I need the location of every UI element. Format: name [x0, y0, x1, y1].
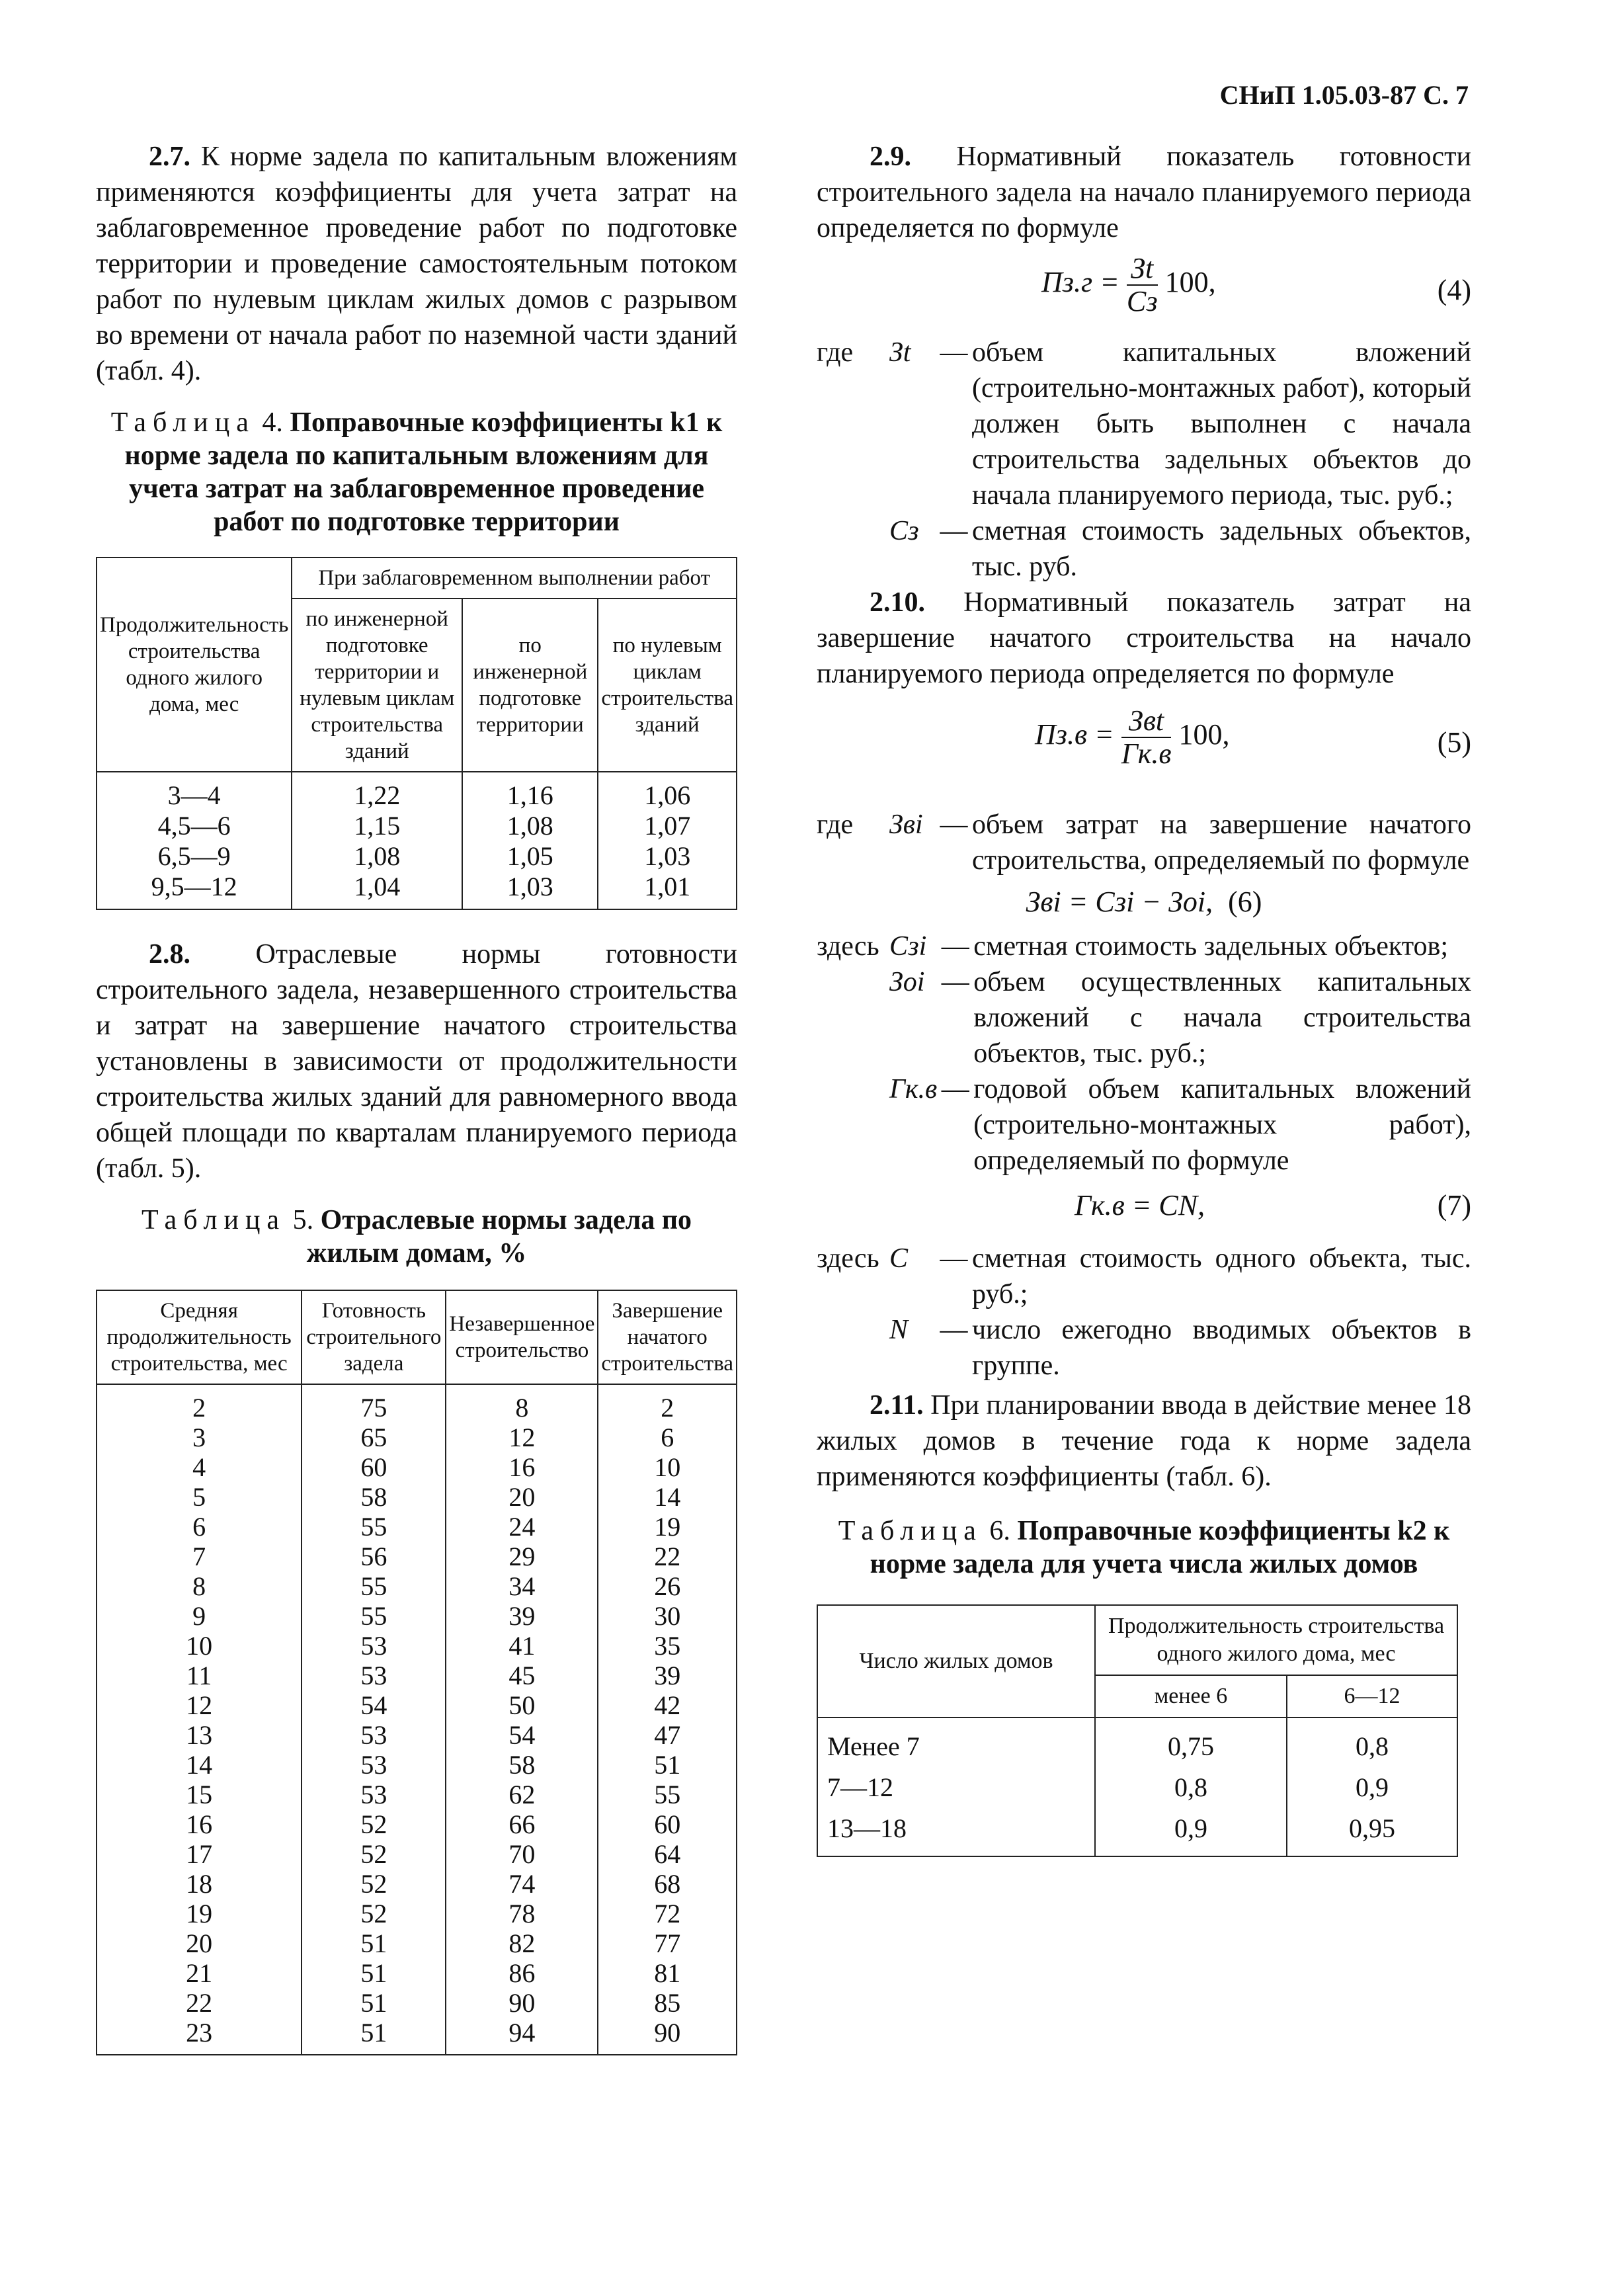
- table-cell: 58: [302, 1482, 446, 1512]
- paragraph-number: 2.10.: [870, 587, 925, 618]
- table-cell: 52: [302, 1809, 446, 1839]
- table-cell: 39: [598, 1661, 737, 1690]
- paragraph-text: Нормативный показатель затрат на завершение начатого строительства на начало планируемого периода определяется по формуле: [817, 587, 1471, 689]
- symbol: Зоi: [889, 967, 925, 997]
- formula-number: (7): [1437, 1189, 1471, 1221]
- column-header: по инженерной подготовке территории и нулевым циклам строительства зданий: [292, 599, 462, 772]
- column-header: Средняя продолжительность строительства, мес: [97, 1290, 302, 1384]
- symbol: Звi: [889, 809, 923, 840]
- numerator: Зt: [1127, 253, 1158, 286]
- table-cell: 20: [446, 1482, 598, 1512]
- table-row: [97, 1571, 737, 1601]
- table-label: Таблица: [141, 1205, 286, 1235]
- dash: —: [940, 809, 968, 840]
- here-label: здесь: [817, 1243, 879, 1274]
- table-cell: 1,05: [462, 841, 598, 872]
- table-cell: 55: [302, 1512, 446, 1542]
- table-cell: 51: [302, 1928, 446, 1958]
- symbol: Сз: [889, 516, 919, 546]
- table-cell: 9,5—12: [97, 872, 292, 909]
- table-cell: 2: [598, 1384, 737, 1423]
- table-cell: 60: [302, 1452, 446, 1482]
- table-cell: 19: [598, 1512, 737, 1542]
- table-row: [97, 1869, 737, 1899]
- table-cell: 9: [97, 1601, 302, 1631]
- table-row: [97, 1899, 737, 1928]
- definition-text: объем затрат на завершение начатого строительства, определяемый по формуле: [972, 809, 1471, 876]
- table-row: [817, 1718, 1457, 1767]
- table-row: [97, 1384, 737, 1423]
- dash: —: [940, 1315, 968, 1345]
- table-cell: 53: [302, 1750, 446, 1780]
- definition-text: число ежегодно вводимых объектов в группе.: [972, 1315, 1471, 1381]
- table-cell: 53: [302, 1720, 446, 1750]
- table-4: [96, 557, 737, 910]
- table-cell: 86: [446, 1958, 598, 1988]
- table-cell: 1,06: [598, 772, 737, 811]
- table-cell: 1,16: [462, 772, 598, 811]
- table-cell: 65: [302, 1423, 446, 1452]
- table-row: [817, 1767, 1457, 1808]
- table-cell: 1,08: [292, 841, 462, 872]
- table-cell: 62: [446, 1780, 598, 1809]
- table-cell: 85: [598, 1988, 737, 2018]
- column-header: по инженерной подготовке территории: [462, 599, 598, 772]
- formula-expression: Гк.в = CN,: [1075, 1189, 1205, 1221]
- formula-number: (5): [1437, 726, 1471, 759]
- table-cell: 34: [446, 1571, 598, 1601]
- definitions-formula-7: [817, 1241, 1471, 1384]
- table-cell: 2: [97, 1384, 302, 1423]
- table-cell: 50: [446, 1690, 598, 1720]
- definition-text: сметная стоимость задельных объектов, тыс. руб.: [972, 516, 1471, 582]
- table-title: Отраслевые нормы задела по жилым домам, %: [306, 1205, 692, 1268]
- symbol: Гк.в: [889, 1074, 938, 1104]
- formula-7: [817, 1181, 1471, 1234]
- table-cell: 1,01: [598, 872, 737, 909]
- table-cell: 4: [97, 1452, 302, 1482]
- symbol: Сзi: [889, 931, 927, 962]
- table-cell: 82: [446, 1928, 598, 1958]
- table-cell: 13—18: [817, 1808, 1095, 1856]
- table-cell: 22: [97, 1988, 302, 2018]
- formula-fraction: [1127, 253, 1158, 317]
- table-row: [97, 872, 737, 909]
- table-cell: 16: [446, 1452, 598, 1482]
- dash: —: [941, 1074, 969, 1104]
- table-row: [97, 1452, 737, 1482]
- table-cell: 53: [302, 1631, 446, 1661]
- table-cell: 5: [97, 1482, 302, 1512]
- formula-4: [817, 253, 1471, 332]
- paragraph-number: 2.11.: [870, 1390, 924, 1421]
- definition-text: объем капитальных вложений (строительно-монтажных работ), который должен быть выполнен с начала строительства задельных объектов до начала планируемого периода, тыс. руб.;: [972, 337, 1471, 511]
- table-cell: 68: [598, 1869, 737, 1899]
- column-header: Завершение начатого строительства: [598, 1290, 737, 1384]
- formula-fraction: [1121, 705, 1172, 770]
- table-cell: 14: [97, 1750, 302, 1780]
- formula-lhs: Пз.в =: [1035, 718, 1114, 751]
- paragraph-number: 2.9.: [870, 142, 911, 172]
- table-cell: Менее 7: [817, 1718, 1095, 1767]
- table-cell: 1,08: [462, 811, 598, 841]
- dash: —: [940, 337, 968, 368]
- table-cell: 11: [97, 1661, 302, 1690]
- table-cell: 29: [446, 1542, 598, 1571]
- table-cell: 4,5—6: [97, 811, 292, 841]
- paragraph-2-9: [817, 139, 1471, 246]
- definitions-formula-5: [817, 807, 1471, 878]
- column-group-header: Продолжительность строительства одного жилого дома, мес: [1095, 1605, 1457, 1675]
- table-cell: 24: [446, 1512, 598, 1542]
- column-header: менее 6: [1095, 1675, 1287, 1718]
- table-cell: 0,9: [1287, 1767, 1457, 1808]
- table-4-caption: [96, 406, 737, 538]
- table-cell: 60: [598, 1809, 737, 1839]
- table-cell: 3—4: [97, 772, 292, 811]
- table-cell: 0,8: [1095, 1767, 1287, 1808]
- table-cell: 39: [446, 1601, 598, 1631]
- table-row: [97, 1780, 737, 1809]
- table-number: 5.: [292, 1205, 314, 1235]
- table-cell: 26: [598, 1571, 737, 1601]
- column-header: Продолжительность строительства одного жилого дома, мес: [97, 558, 292, 772]
- table-cell: 0,95: [1287, 1808, 1457, 1856]
- table-cell: 53: [302, 1661, 446, 1690]
- table-row: [97, 1542, 737, 1571]
- table-cell: 35: [598, 1631, 737, 1661]
- table-row: [97, 1809, 737, 1839]
- table-cell: 20: [97, 1928, 302, 1958]
- table-label: Таблица: [838, 1516, 983, 1546]
- table-5: [96, 1290, 737, 2055]
- definition-text: сметная стоимость одного объекта, тыс. руб.;: [972, 1243, 1471, 1309]
- formula-6: [817, 881, 1471, 923]
- definition-text: объем осуществленных капитальных вложений с начала строительства объектов, тыс. руб.;: [973, 967, 1471, 1069]
- paragraph-text: При планировании ввода в действие менее 18 жилых домов в течение года к норме задела применяются коэффициенты (табл. 6).: [817, 1390, 1471, 1492]
- table-cell: 55: [302, 1601, 446, 1631]
- symbol: С: [889, 1243, 909, 1274]
- table-cell: 45: [446, 1661, 598, 1690]
- symbol: Зt: [889, 337, 911, 368]
- paragraph-2-10: [817, 585, 1471, 692]
- table-cell: 13: [97, 1720, 302, 1750]
- paragraph-2-11: [817, 1387, 1471, 1495]
- table-cell: 17: [97, 1839, 302, 1869]
- table-row: [97, 1661, 737, 1690]
- table-cell: 1,03: [598, 841, 737, 872]
- table-cell: 70: [446, 1839, 598, 1869]
- formula-5: [817, 705, 1471, 798]
- definition-text: годовой объем капитальных вложений (строительно-монтажных работ), определяемый по формуле: [973, 1074, 1471, 1176]
- denominator: Сз: [1126, 285, 1158, 317]
- paragraph-2-8: [96, 936, 737, 1186]
- table-row: [97, 1720, 737, 1750]
- table-row: [97, 1958, 737, 1988]
- column-header: Незавершенное строительство: [446, 1290, 598, 1384]
- formula-number: (4): [1437, 274, 1471, 306]
- table-cell: 6: [97, 1512, 302, 1542]
- table-title: Поправочные коэффициенты k2 к норме задела для учета числа жилых домов: [870, 1516, 1450, 1579]
- table-cell: 94: [446, 2018, 598, 2055]
- numerator: Звt: [1121, 705, 1172, 738]
- table-title: Поправочные коэффициенты k1 к норме задела по капитальным вложениям для учета затрат на заблаговременное проведение работ по подготовке территории: [124, 407, 723, 537]
- table-cell: 14: [598, 1482, 737, 1512]
- table-cell: 52: [302, 1839, 446, 1869]
- table-cell: 52: [302, 1869, 446, 1899]
- denominator: Гк.в: [1121, 737, 1172, 770]
- table-cell: 72: [598, 1899, 737, 1928]
- formula-number: (6): [1228, 886, 1262, 918]
- table-row: [97, 1631, 737, 1661]
- table-cell: 12: [97, 1690, 302, 1720]
- definitions-formula-6: [817, 929, 1471, 1179]
- table-cell: 6: [598, 1423, 737, 1452]
- column-header: по нулевым циклам строительства зданий: [598, 599, 737, 772]
- paragraph-2-7: [96, 139, 737, 389]
- table-cell: 0,9: [1095, 1808, 1287, 1856]
- formula-expression: Звi = Сзi − Зоi,: [1026, 886, 1213, 918]
- table-number: 6.: [989, 1516, 1010, 1546]
- table-cell: 0,75: [1095, 1718, 1287, 1767]
- table-row: [97, 2018, 737, 2055]
- table-cell: 21: [97, 1958, 302, 1988]
- table-cell: 90: [598, 2018, 737, 2055]
- dash: —: [941, 931, 969, 962]
- table-row: [97, 1423, 737, 1452]
- table-cell: 42: [598, 1690, 737, 1720]
- right-column: [817, 139, 1471, 1857]
- table-cell: 54: [446, 1720, 598, 1750]
- table-5-caption: [96, 1204, 737, 1270]
- table-row: [97, 1482, 737, 1512]
- dash: —: [940, 1243, 968, 1274]
- table-cell: 18: [97, 1869, 302, 1899]
- where-label: где: [817, 809, 854, 840]
- table-row: [97, 1928, 737, 1958]
- table-cell: 77: [598, 1928, 737, 1958]
- table-cell: 78: [446, 1899, 598, 1928]
- formula-lhs: Пз.г =: [1041, 266, 1119, 299]
- page-header: СНиП 1.05.03-87 С. 7: [1219, 80, 1469, 110]
- table-cell: 0,8: [1287, 1718, 1457, 1767]
- table-cell: 22: [598, 1542, 737, 1571]
- table-row: [97, 1601, 737, 1631]
- table-cell: 1,03: [462, 872, 598, 909]
- table-cell: 10: [97, 1631, 302, 1661]
- table-cell: 52: [302, 1899, 446, 1928]
- table-cell: 55: [598, 1780, 737, 1809]
- table-cell: 66: [446, 1809, 598, 1839]
- table-cell: 12: [446, 1423, 598, 1452]
- column-group-header: При заблаговременном выполнении работ: [292, 558, 737, 599]
- table-cell: 1,07: [598, 811, 737, 841]
- table-cell: 8: [446, 1384, 598, 1423]
- dash: —: [940, 516, 968, 546]
- table-row: [97, 1690, 737, 1720]
- table-cell: 8: [97, 1571, 302, 1601]
- table-row: [97, 1512, 737, 1542]
- where-label: где: [817, 337, 854, 368]
- table-row: [97, 772, 737, 811]
- table-cell: 3: [97, 1423, 302, 1452]
- formula-multiplier: 100,: [1164, 266, 1216, 299]
- table-cell: 19: [97, 1899, 302, 1928]
- table-cell: 41: [446, 1631, 598, 1661]
- column-header: 6—12: [1287, 1675, 1457, 1718]
- column-header: Число жилых домов: [817, 1605, 1095, 1718]
- table-cell: 30: [598, 1601, 737, 1631]
- definition-text: сметная стоимость задельных объектов;: [973, 931, 1449, 962]
- table-cell: 81: [598, 1958, 737, 1988]
- table-row: [817, 1808, 1457, 1856]
- definitions-formula-4: [817, 335, 1471, 585]
- left-column: [96, 139, 737, 2055]
- table-row: [97, 811, 737, 841]
- table-cell: 55: [302, 1571, 446, 1601]
- table-cell: 51: [302, 1988, 446, 2018]
- paragraph-text: Отраслевые нормы готовности строительного задела, незавершенного строительства и затрат на завершение начатого строительства установлены в зависимости от продолжительности строительства жилых зданий для равномерного ввода общей площади по кварталам планируемого периода (табл. 5).: [96, 939, 738, 1184]
- table-cell: 58: [446, 1750, 598, 1780]
- table-label: Таблица: [110, 407, 255, 438]
- table-cell: 64: [598, 1839, 737, 1869]
- table-row: [97, 1839, 737, 1869]
- table-cell: 23: [97, 2018, 302, 2055]
- table-6: [817, 1604, 1458, 1857]
- table-cell: 1,15: [292, 811, 462, 841]
- table-cell: 56: [302, 1542, 446, 1571]
- table-number: 4.: [262, 407, 283, 438]
- table-6-caption: [817, 1514, 1471, 1581]
- table-cell: 6,5—9: [97, 841, 292, 872]
- table-cell: 53: [302, 1780, 446, 1809]
- formula-multiplier: 100,: [1178, 718, 1230, 751]
- paragraph-number: 2.8.: [149, 939, 190, 970]
- table-cell: 75: [302, 1384, 446, 1423]
- dash: —: [941, 967, 969, 997]
- table-cell: 51: [598, 1750, 737, 1780]
- here-label: здесь: [817, 931, 879, 962]
- table-row: [97, 841, 737, 872]
- table-row: [97, 1988, 737, 2018]
- paragraph-number: 2.7.: [149, 142, 190, 172]
- table-cell: 74: [446, 1869, 598, 1899]
- table-cell: 7—12: [817, 1767, 1095, 1808]
- table-cell: 51: [302, 2018, 446, 2055]
- table-cell: 54: [302, 1690, 446, 1720]
- table-cell: 47: [598, 1720, 737, 1750]
- table-row: [97, 1750, 737, 1780]
- paragraph-text: К норме задела по капитальным вложениям применяются коэффициенты для учета затрат на заблаговременное проведение работ по подготовке территории и проведение самостоятельным потоком работ по нулевым циклам жилых домов с разрывом во времени от начала работ по наземной части зданий (табл. 4).: [96, 142, 738, 386]
- table-cell: 10: [598, 1452, 737, 1482]
- paragraph-text: Нормативный показатель готовности строительного задела на начало планируемого периода определяется по формуле: [817, 142, 1471, 243]
- table-cell: 15: [97, 1780, 302, 1809]
- table-cell: 1,22: [292, 772, 462, 811]
- table-cell: 1,04: [292, 872, 462, 909]
- table-cell: 90: [446, 1988, 598, 2018]
- symbol: N: [889, 1315, 909, 1345]
- table-cell: 7: [97, 1542, 302, 1571]
- table-cell: 51: [302, 1958, 446, 1988]
- column-header: Готовность строительного задела: [302, 1290, 446, 1384]
- table-cell: 16: [97, 1809, 302, 1839]
